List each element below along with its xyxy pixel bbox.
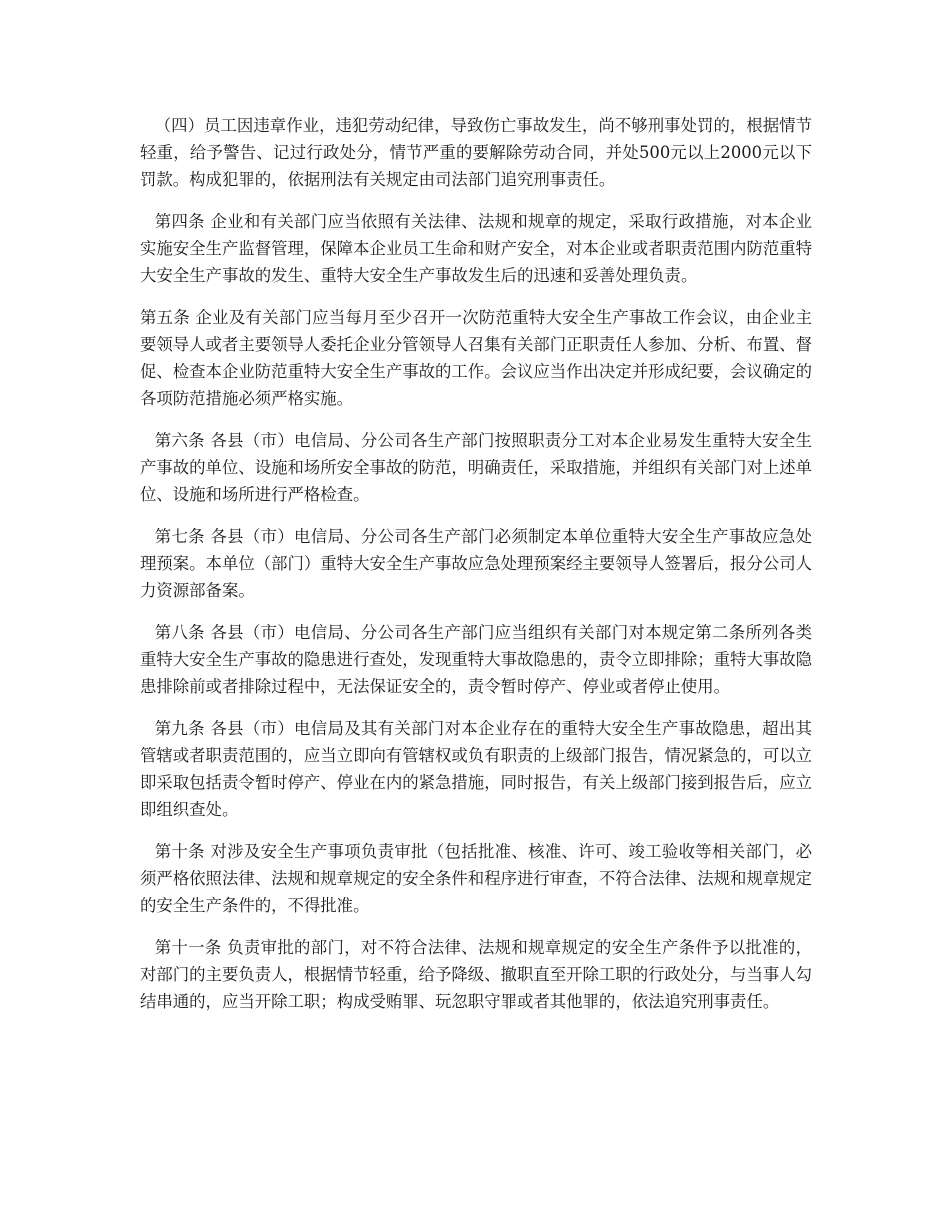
article-10: 第十条 对涉及安全生产事项负责审批（包括批准、核准、许可、竣工验收等相关部门，必须严格依照法律、法规和规章规定的安全条件和程序进行审查，不符合法律、法规和规章规定的安全生产条件的，不得批准。 <box>140 842 813 915</box>
paragraph-item-4: （四）员工因违章作业，违犯劳动纪律，导致伤亡事故发生，尚不够刑事处罚的，根据情节轻重，给予警告、记过行政处分，情节严重的要解除劳动合同，并处500元以上2000元以下罚款。构成犯罪的，依据刑法有关规定由司法部门追究刑事责任。 <box>140 116 812 189</box>
document-page <box>140 112 812 1030</box>
article-11: 第十一条 负责审批的部门，对不符合法律、法规和规章规定的安全生产条件予以批准的，对部门的主要负责人，根据情节轻重，给予降级、撤职直至开除工职的行政处分，与当事人勾结串通的，应当开除工职；构成受贿罪、玩忽职守罪或者其他罪的，依法追究刑事责任。 <box>140 938 813 1011</box>
article-9: 第九条 各县（市）电信局及其有关部门对本企业存在的重特大安全生产事故隐患，超出其管辖或者职责范围的，应当立即向有管辖权或负有职责的上级部门报告，情况紧急的，可以立即采取包括责令暂时停产、停业在内的紧急措施，同时报告，有关上级部门接到报告后，应立即组织查处。 <box>140 719 813 819</box>
article-4: 第四条 企业和有关部门应当依照有关法律、法规和规章的规定，采取行政措施，对本企业实施安全生产监督管理，保障本企业员工生命和财产安全，对本企业或者职责范围内防范重特大安全生产事故的发生、重特大安全生产事故发生后的迅速和妥善处理负责。 <box>140 212 813 285</box>
article-6: 第六条 各县（市）电信局、分公司各生产部门按照职责分工对本企业易发生重特大安全生产事故的单位、设施和场所安全事故的防范，明确责任，采取措施，并组织有关部门对上述单位、设施和场所进行严格检查。 <box>140 431 813 504</box>
article-8: 第八条 各县（市）电信局、分公司各生产部门应当组织有关部门对本规定第二条所列各类重特大安全生产事故的隐患进行查处，发现重特大事故隐患的，责令立即排除；重特大事故隐患排除前或者排除过程中，无法保证安全的，责令暂时停产、停业或者停止使用。 <box>140 623 813 696</box>
article-5: 第五条 企业及有关部门应当每月至少召开一次防范重特大安全生产事故工作会议，由企业主要领导人或者主要领导人委托企业分管领导人召集有关部门正职责任人参加、分析、布置、督促、检查本企业防范重特大安全生产事故的工作。会议应当作出决定并形成纪要，会议确定的各项防范措施必须严格实施。 <box>140 308 813 408</box>
article-7: 第七条 各县（市）电信局、分公司各生产部门必须制定本单位重特大安全生产事故应急处理预案。本单位（部门）重特大安全生产事故应急处理预案经主要领导人签署后，报分公司人力资源部备案。 <box>140 527 813 600</box>
